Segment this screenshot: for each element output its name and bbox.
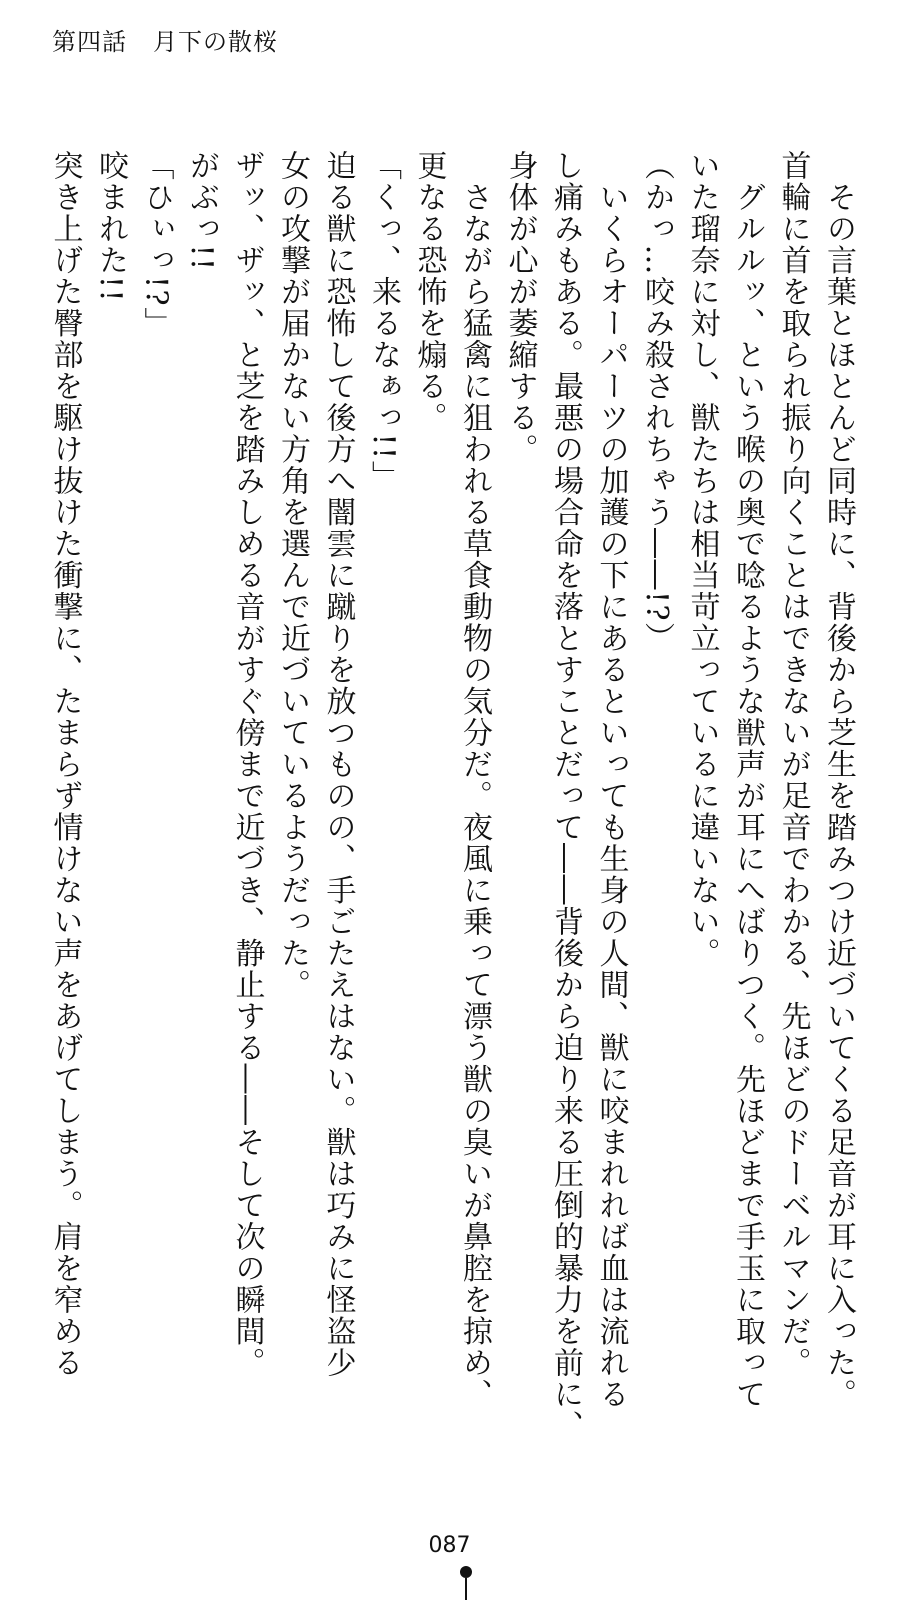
chapter-label: 第四話 <box>52 28 127 56</box>
text-line: し痛みもある。最悪の場合命を落とすことだって――背後から迫り来る圧倒的暴力を前に、 <box>548 150 583 1442</box>
text-line: 突き上げた臀部を駆け抜けた衝撃に、たまらず情けない声をあげてしまう。肩を窄める <box>47 150 83 1379</box>
text-line: 「ひぃっ!?」 <box>138 150 174 339</box>
vertical-body-text <box>31 150 861 1442</box>
page-number: 087 <box>428 1533 471 1558</box>
text-line: がぶっ!! <box>184 150 219 272</box>
text-line: グルルッ、という喉の奥で唸るような獣声が耳にへばりつく。先ほどまで手玉に取って <box>730 150 765 1410</box>
text-line: 「くっ、来るなぁっ!!」 <box>366 150 401 493</box>
text-line: 迫る獣に恐怖して後方へ闇雲に蹴りを放つものの、手ごたえはない。獣は巧みに怪盗少 <box>320 150 356 1379</box>
text-line: 女の攻撃が届かない方角を選んで近づいているようだった。 <box>275 150 310 1001</box>
chapter-title: 月下の散桜 <box>153 28 278 56</box>
text-line: 身体が心が萎縮する。 <box>502 150 538 465</box>
text-line: ザッ、ザッ、と芝を踏みしめる音がすぐ傍まで近づき、静止する――そして次の瞬間。 <box>229 150 265 1379</box>
text-line: 更なる恐怖を煽る。 <box>411 150 447 434</box>
text-line: （かっ…咬み殺されちゃう――!?） <box>639 150 674 654</box>
text-line: いた瑠奈に対し、獣たちは相当苛立っているに違いない。 <box>684 150 720 969</box>
text-line: その言葉とほとんど同時に、背後から芝生を踏みつけ近づいてくる足音が耳に入った。 <box>821 150 856 1410</box>
text-line: さながら猛禽に狙われる草食動物の気分だ。夜風に乗って漂う獣の臭いが鼻腔を掠め、 <box>457 150 492 1410</box>
text-line: いくらオーパーツの加護の下にあるといっても生身の人間、獣に咬まれれば血は流れる <box>593 150 629 1410</box>
text-line: 咬まれた!! <box>93 150 128 304</box>
page-marker-rule <box>465 1578 467 1600</box>
running-header <box>52 22 278 57</box>
page-marker-dot <box>460 1566 472 1578</box>
text-line: 首輪に首を取られ振り向くことはできないが足音でわかる、先ほどのドーベルマンだ。 <box>775 150 811 1379</box>
